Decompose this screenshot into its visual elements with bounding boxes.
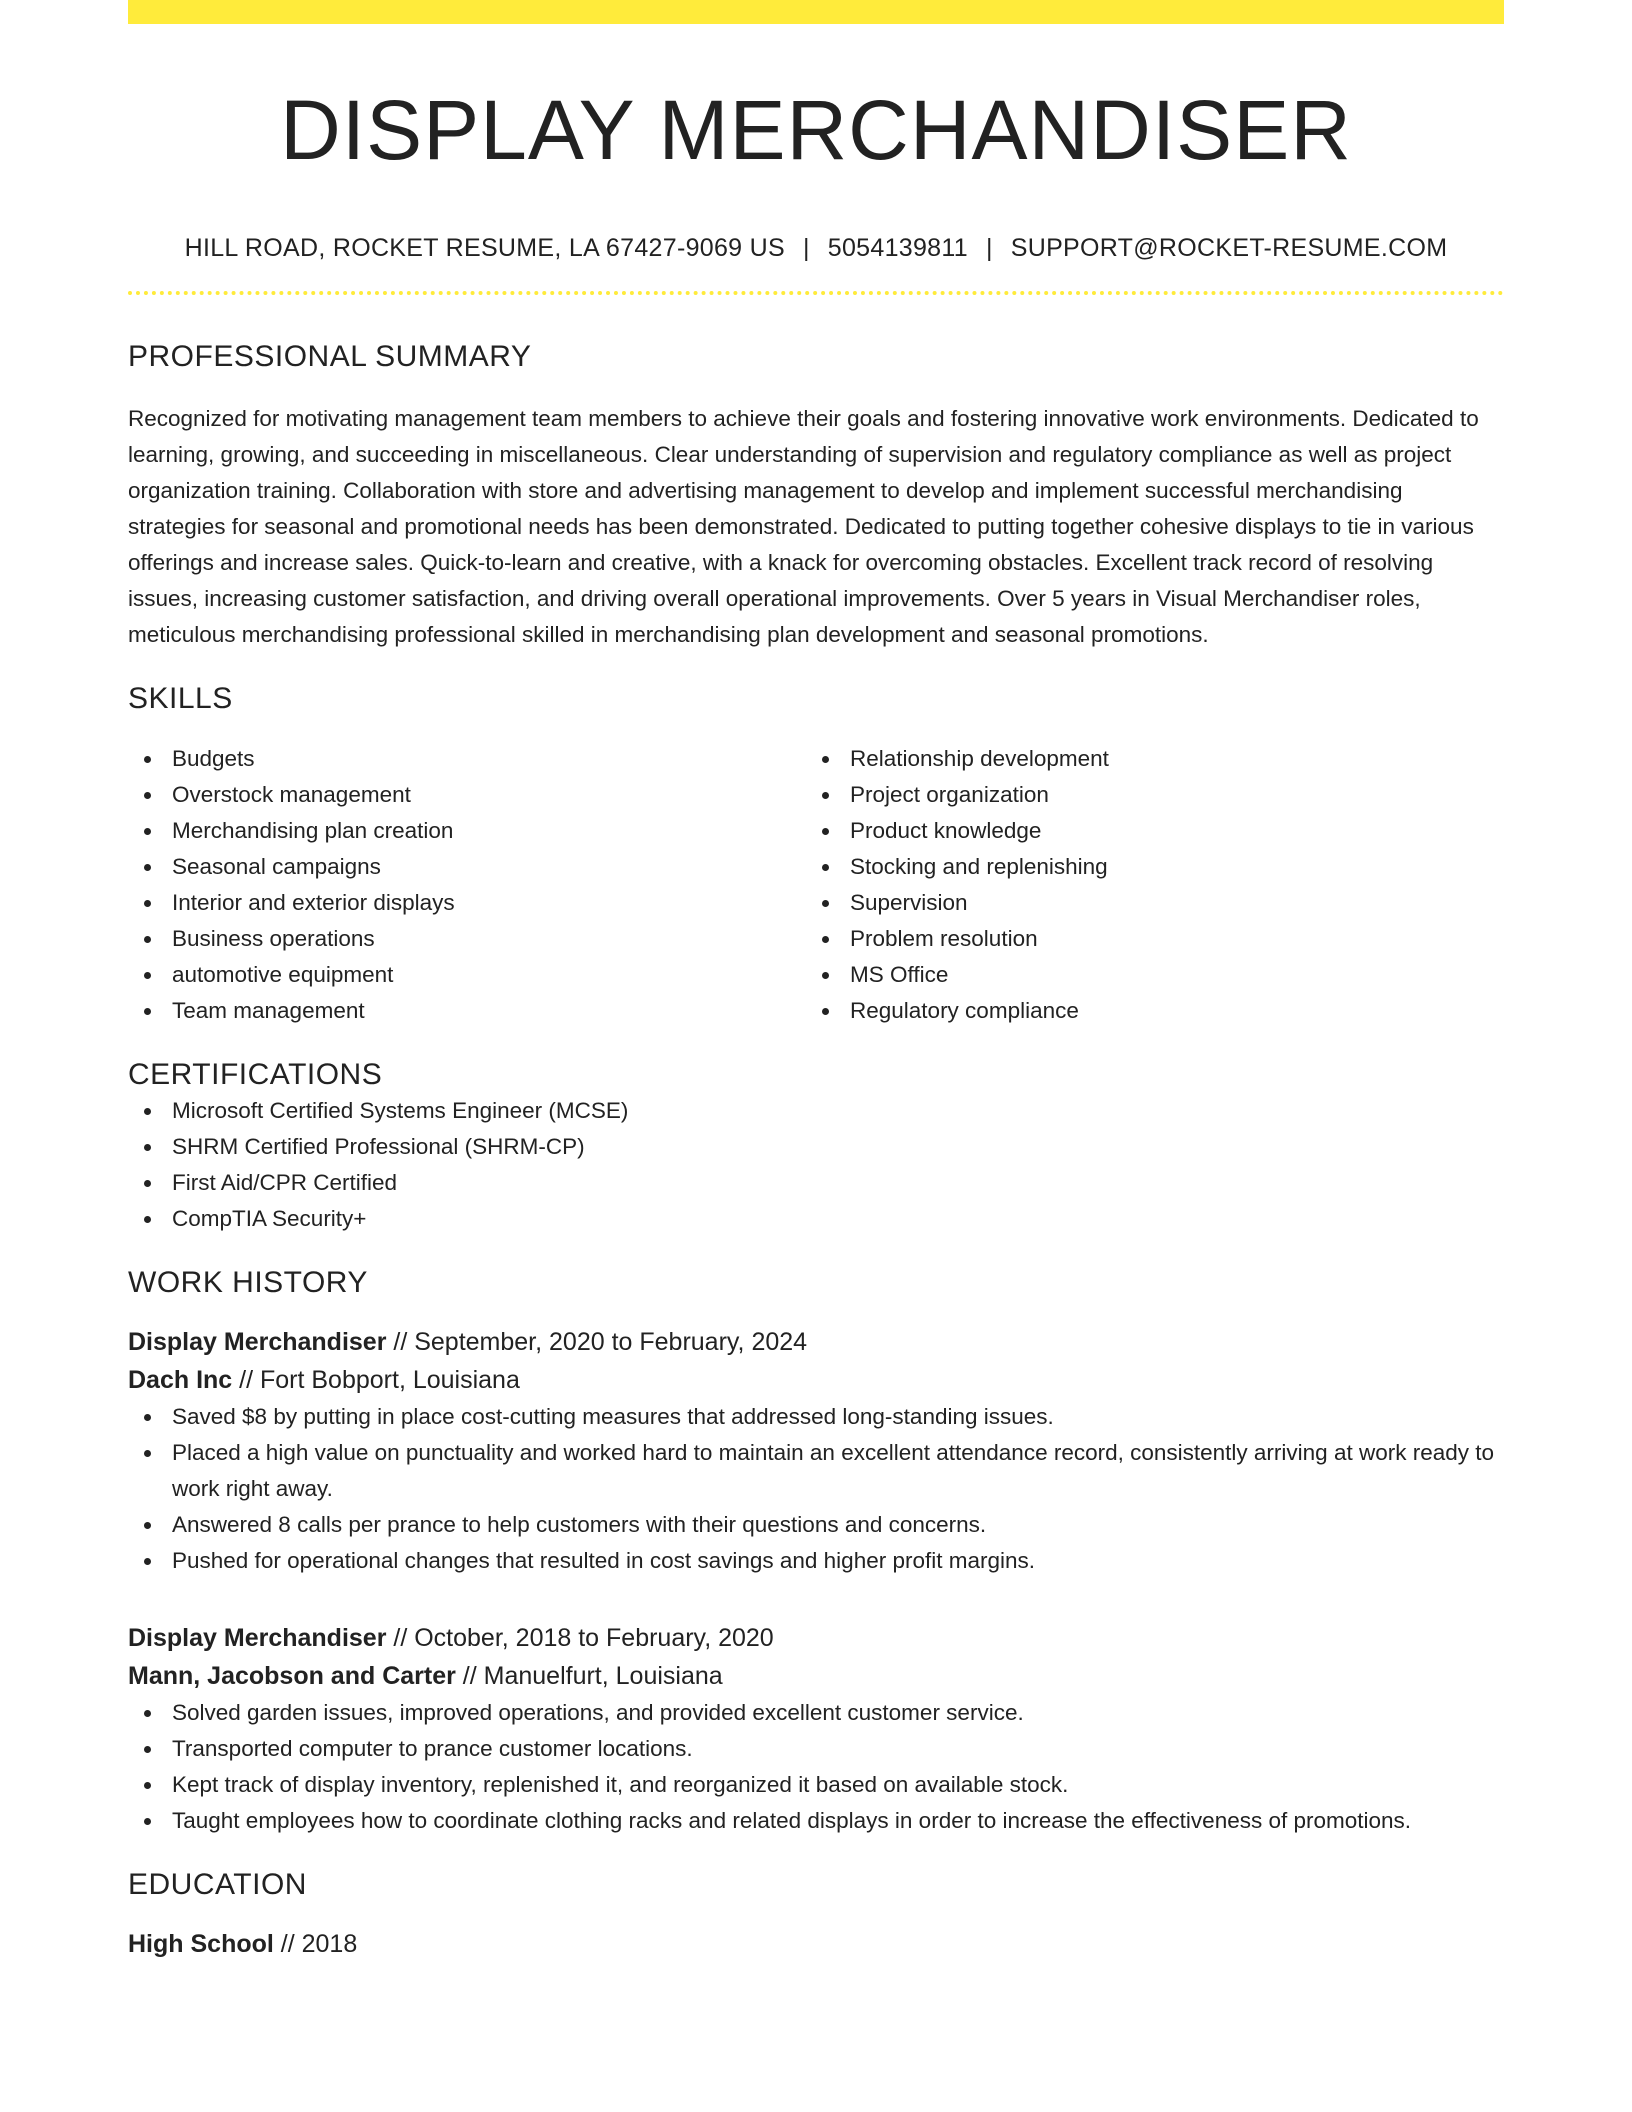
- job-bullet: Transported computer to prance customer locations.: [128, 1731, 1504, 1767]
- contact-separator: |: [802, 234, 810, 263]
- education-year: // 2018: [273, 1929, 358, 1958]
- work-history-heading: WORK HISTORY: [128, 1265, 368, 1299]
- skill-item: Budgets: [128, 741, 806, 777]
- education-entry: [128, 1925, 1504, 1963]
- job-role: Display Merchandiser: [128, 1327, 387, 1356]
- certification-item: First Aid/CPR Certified: [128, 1165, 1504, 1201]
- skill-item: Project organization: [806, 777, 1484, 813]
- skill-item: Business operations: [128, 921, 806, 957]
- skill-item: Supervision: [806, 885, 1484, 921]
- job-location: // Fort Bobport, Louisiana: [232, 1365, 520, 1394]
- skill-item: Seasonal campaigns: [128, 849, 806, 885]
- education-heading: EDUCATION: [128, 1867, 307, 1901]
- skill-item: Interior and exterior displays: [128, 885, 806, 921]
- resume-page: [128, 0, 1504, 1963]
- job-bullet: Solved garden issues, improved operations, and provided excellent customer service.: [128, 1695, 1504, 1731]
- job-bullet: Kept track of display inventory, replenished it, and reorganized it based on available stock.: [128, 1767, 1504, 1803]
- contact-address: HILL ROAD, ROCKET RESUME, LA 67427-9069 US: [184, 234, 785, 263]
- skill-item: Problem resolution: [806, 921, 1484, 957]
- job-company: Dach Inc: [128, 1365, 233, 1394]
- education-school: High School: [128, 1929, 274, 1958]
- skills-column-left: [128, 741, 806, 1029]
- contact-separator: |: [985, 234, 993, 263]
- contact-email: SUPPORT@ROCKET-RESUME.COM: [1010, 234, 1448, 263]
- skills-list-left: [128, 741, 806, 1029]
- certifications-heading: CERTIFICATIONS: [128, 1057, 383, 1091]
- skill-item: Team management: [128, 993, 806, 1029]
- job-bullets: [128, 1695, 1504, 1839]
- job-entry: [128, 1323, 1504, 1579]
- contact-line: [128, 232, 1504, 265]
- skills-column-right: [806, 741, 1484, 1029]
- skill-item: MS Office: [806, 957, 1484, 993]
- job-bullet: Placed a high value on punctuality and worked hard to maintain an excellent attendance record, consistently arriving at work ready to work right away.: [128, 1435, 1504, 1507]
- skill-item: Product knowledge: [806, 813, 1484, 849]
- job-title-line: [128, 1323, 1504, 1361]
- skill-item: Merchandising plan creation: [128, 813, 806, 849]
- job-company: Mann, Jacobson and Carter: [128, 1661, 456, 1690]
- job-role: Display Merchandiser: [128, 1623, 387, 1652]
- candidate-name: DISPLAY MERCHANDISER: [280, 83, 1352, 177]
- skills-list-right: [806, 741, 1484, 1029]
- job-location: // Manuelfurt, Louisiana: [455, 1661, 723, 1690]
- skill-item: automotive equipment: [128, 957, 806, 993]
- skill-item: Relationship development: [806, 741, 1484, 777]
- job-dates: // September, 2020 to February, 2024: [386, 1327, 808, 1356]
- skill-item: Overstock management: [128, 777, 806, 813]
- certification-item: CompTIA Security+: [128, 1201, 1504, 1237]
- certification-item: SHRM Certified Professional (SHRM-CP): [128, 1129, 1504, 1165]
- job-entry: [128, 1619, 1504, 1839]
- job-company-line: [128, 1361, 1504, 1399]
- job-title-line: [128, 1619, 1504, 1657]
- skill-item: Regulatory compliance: [806, 993, 1484, 1029]
- certifications-list: [128, 1093, 1504, 1237]
- job-bullets: [128, 1399, 1504, 1579]
- contact-phone: 5054139811: [827, 234, 968, 263]
- skills-heading: SKILLS: [128, 681, 233, 715]
- summary-heading: PROFESSIONAL SUMMARY: [128, 339, 532, 373]
- top-accent-bar: [128, 0, 1504, 24]
- skills-grid: [128, 741, 1504, 1029]
- header-divider: [128, 291, 1504, 295]
- skill-item: Stocking and replenishing: [806, 849, 1484, 885]
- job-bullet: Pushed for operational changes that resulted in cost savings and higher profit margins.: [128, 1543, 1504, 1579]
- summary-text: Recognized for motivating management team members to achieve their goals and fostering innovative work environments. Dedicated to learning, growing, and succeeding in miscellaneous. Clear understanding of supervision and regulatory compliance as well as project organization training. Collaboration with store and advertising management to develop and implement successful merchandising strategies for seasonal and promotional needs has been demonstrated. Dedicated to putting together cohesive displays to tie in various offerings and increase sales. Quick-to-learn and creative, with a knack for overcoming obstacles. Excellent track record of resolving issues, increasing customer satisfaction, and driving overall operational improvements. Over 5 years in Visual Merchandiser roles, meticulous merchandising professional skilled in merchandising plan development and seasonal promotions.: [128, 405, 1479, 647]
- job-bullet: Saved $8 by putting in place cost-cutting measures that addressed long-standing issues.: [128, 1399, 1504, 1435]
- job-company-line: [128, 1657, 1504, 1695]
- job-bullet: Taught employees how to coordinate clothing racks and related displays in order to increase the effectiveness of promotions.: [128, 1803, 1504, 1839]
- certification-item: Microsoft Certified Systems Engineer (MCSE): [128, 1093, 1504, 1129]
- job-dates: // October, 2018 to February, 2020: [386, 1623, 774, 1652]
- job-bullet: Answered 8 calls per prance to help customers with their questions and concerns.: [128, 1507, 1504, 1543]
